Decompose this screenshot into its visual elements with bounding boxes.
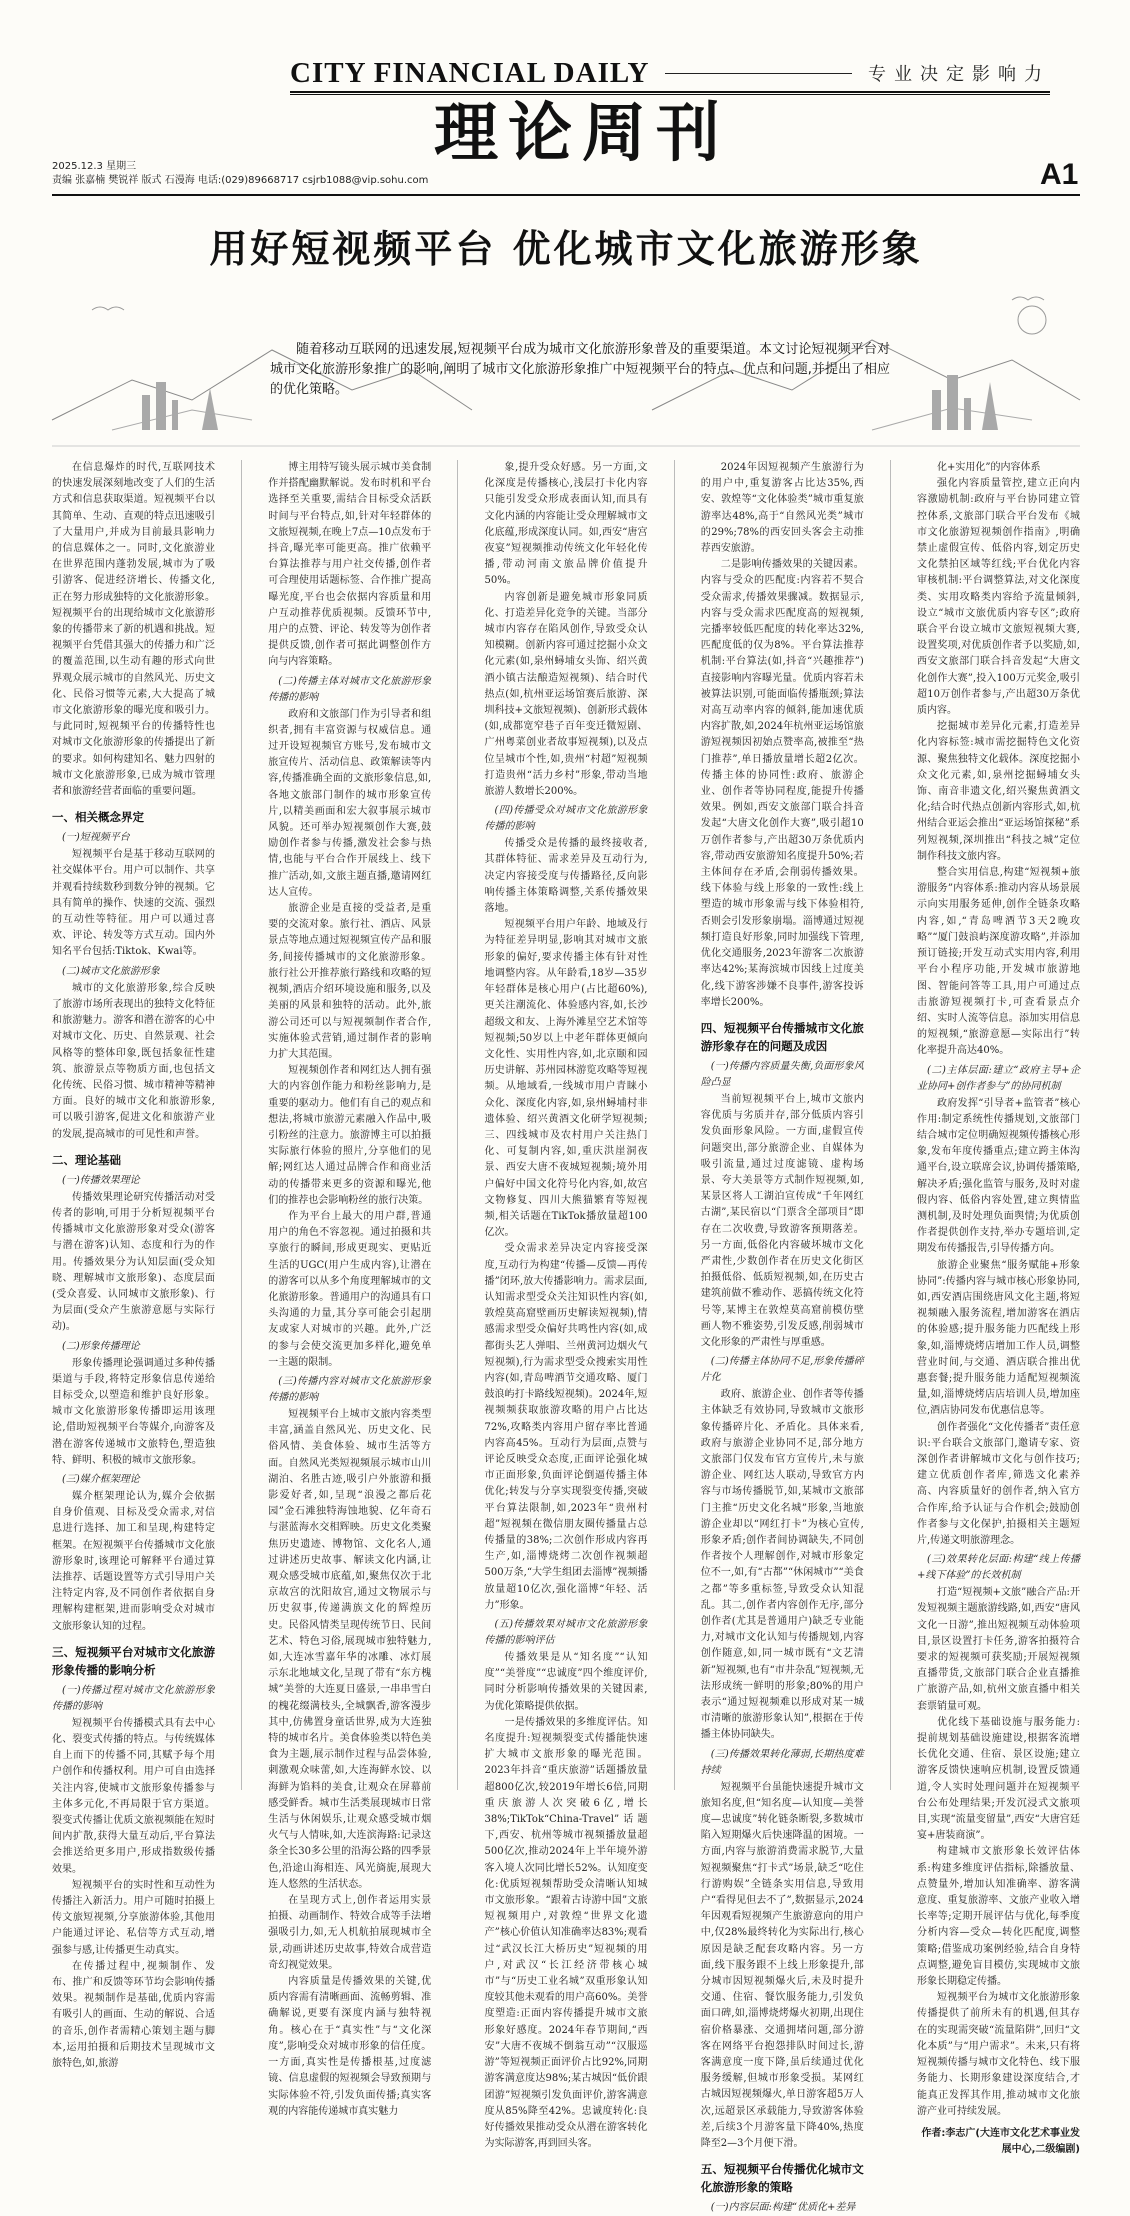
article-paragraph: 传播效果理论研究传播活动对受传者的影响,可用于分析短视频平台传播城市文化旅游形象对受众(游客与潜在游客)认知、态度和行为的作用。传播效果分为认知层面(受众知晓、理解城市文旅形象)、态度层面(受众喜爱、认同城市文旅形象)、行为层面(受众产生旅游意愿与实际行动)。 [52,1191,215,1333]
masthead-bottom-rule [52,194,1080,196]
article-paragraph: 优化线下基础设施与服务能力:提前规划基础设施建设,根据客流增长优化交通、住宿、景区设施;建立游客反馈快速响应机制,设置反馈通道,令人实时处理问题并在短视频平台公布处理结果;开发沉浸式文旅项目,实现“流量变留量”,西安“大唐宫廷宴+唐装商演”。 [917,1716,1080,1842]
article-paragraph: 短视频平台的实时性和互动性为传播注入新活力。用户可随时拍摄上传文旅短视频,分享旅游体验,其他用户能通过评论、私信等方式互动,增强参与感,让传播更生动真实。 [52,1879,215,1956]
section-heading: 一、相关概念界定 [52,810,144,825]
article-abstract: 随着移动互联网的迅速发展,短视频平台成为城市文化旅游形象普及的重要渠道。本文讨论短视频平台对城市文化旅游形象推广的影响,阐明了城市文化旅游形象推广中短视频平台的特点、优点和问题,并提出了相应的优化策略。 [270,342,890,397]
article-paragraph: 媒介框架理论认为,媒介会依据自身价值观、目标及受众需求,对信息进行选择、加工和呈现,构建特定框架。在短视频平台传播城市文化旅游形象时,该理论可解释平台通过算法推荐、话题设置等方式引导用户关注特定内容,及不同创作者依据自身理解构建框架,进而影响受众对城市文旅形象认知的过程。 [52,1490,215,1632]
subsection-heading: (一)传播过程对城市文化旅游形象传播的影响 [52,1684,215,1712]
article-paragraph: 短视频创作者和网红达人拥有强大的内容创作能力和粉丝影响力,是重要的驱动力。他们有自己的观点和想法,将城市旅游元素融入作品中,吸引粉丝的注意力。旅游博主可以拍摄实际旅行体验的照片,分享他们的见解;网红达人通过品牌合作和商业活动的传播带来更多的资源和曝光,他们的推荐也会影响粉丝的旅行决策。 [268,1065,432,1206]
article-paragraph: 打造“短视频+文旅”融合产品:开发短视频主题旅游线路,如,西安“唐风文化一日游”,推出短视频互动体验项目,景区设置打卡任务,游客拍摄符合要求的短视频可获奖励;开展短视频直播带货,文旅部门联合企业直播推广旅游产品,如,杭州文旅直播中相关套票销量可观。 [917,1587,1080,1712]
subsection-heading: (五)传播效果对城市文化旅游形象传播的影响评估 [484,1619,648,1647]
article-paragraph: 当前短视频平台上,城市文旅内容优质与劣质并存,部分低质内容引发负面形象风险。一方面,虚假宣传问题突出,部分旅游企业、自媒体为吸引流量,通过过度滤镜、虚构场景、夸大美景等方式制作短视频,如,某景区将人工湖泊宣传成“千年网红古湖”,某民宿以“门票含全部项目”即存在二次收费,导致游客预期落差。另一方面,低俗化内容破坏城市文化严肃性,少数创作者在历史文化街区拍摄低俗、低质短视频,如,在历史古建筑前做不雅动作、恶搞传统文化符号等,某博主在敦煌莫高窟前模仿壁画人物不雅姿势,引发反感,削弱城市文化形象的严肃性与厚重感。 [700,1093,864,1348]
article-paragraph: 政府发挥“引导者+监管者”核心作用:制定系统性传播规划,文旅部门结合城市定位明确短视频传播核心形象,发布年度传播重点;建立跨主体沟通平台,设立联席会议,协调传播策略,解决矛盾;强化监管与服务,及时对虚假内容、低俗内容处置,建立舆情监测机制,及时处理负面舆情;为优质创作者提供创作支持,举办专题培训,定期发布传播报告,引导传播方向。 [917,1097,1080,1255]
article-paragraph: 短视频平台传播模式具有去中心化、裂变式传播的特点。与传统媒体自上而下的传播不同,其赋予每个用户创作和传播权利。用户可自由选择关注内容,使城市文旅形象传播参与主体多元化,不再局限于官方渠道。裂变式传播让优质文旅视频能在短时间内扩散,获得大量互动后,平台算法会推送给更多用户,形成指数级传播效果。 [52,1717,215,1875]
article-paragraph: 强化内容质量管控,建立正向内容激励机制:政府与平台协同建立管控体系,文旅部门联合平台发布《城市文化旅游短视频创作指南》,明确禁止虚假宣传、低俗内容,划定历史文化禁拍区域等红线;平台优化内容审核机制:平台调整算法,对文化深度类、实用攻略类内容给予流量倾斜,设立“城市文旅优质内容专区”;政府联合平台设立城市文旅短视频大赛,设置奖项,对优质创作者予以奖励,如,西安文旅部门联合抖音发起“大唐文化创作大赛”,投入100万元奖金,吸引超10万创作者参与,产出超30万条优质内容。 [917,478,1080,717]
column-rule [674,460,675,1790]
article-paragraph: 传播受众是传播的最终接收者,其群体特征、需求差异及互动行为,决定内容接受度与传播路径,反向影响传播主体策略调整,关系传播效果落地。 [484,838,648,915]
author-byline: 作者:李志广(大连市文化艺术事业发展中心,二级编剧) [921,2127,1080,2156]
subsection-heading: (三)传播内容对城市文化旅游形象传播的影响 [268,1375,432,1403]
article-paragraph: 城市的文化旅游形象,综合反映了旅游市场所表现出的独特文化特征和旅游魅力。游客和潜在游客的心中对城市文化、历史、自然景观、社会风格等的整体印象,既包括象征性建筑、旅游景点等物质方面,也包括文化传统、民俗习惯、城市精神等精神方面。良好的城市文化和旅游形象,可以吸引游客,促进文化和旅游产业的发展,提高城市的可见性和声誉。 [52,982,215,1140]
subsection-heading: (一)内容层面:构建“优质化+差异 [710,2202,856,2214]
subsection-heading: (二)传播主体协同不足,形象传播碎片化 [700,1356,864,1384]
issue-info [52,160,428,188]
column-rule [890,460,891,1790]
article-paragraph: 象,提升受众好感。另一方面,文化深度是传播核心,浅层打卡化内容只能引发受众形成表面认知,而具有文化内涵的内容能让受众理解城市文化底蕴,形成深度认同。如,西安“唐宫夜宴”短视频推动传统文化年轻化传播,带动河南文旅品牌价值提升50%。 [484,462,648,587]
subsection-heading: (一)短视频平台 [62,832,130,844]
article-paragraph: 整合实用信息,构建“短视频+旅游服务”内容体系:推动内容从场景展示向实用服务延伸,创作全链条攻略内容,如,“青岛啤酒节3天2晚攻略”“厦门鼓浪屿深度游攻略”,并添加预订链接;开发互动式实用内容,利用平台小程序功能,开发城市旅游地图、智能问答等工具,用户可通过点击旅游短视频打卡,可查看景点介绍、实时人流等信息。添加实用信息的短视频,“旅游意愿—实际出行”转化率提升高达40%。 [917,867,1080,1057]
text-column [268,460,432,2117]
page-code: A1 [1040,158,1079,191]
article-paragraph: 博主用特写镜头展示城市美食制作并搭配幽默解说。发布时机和平台选择至关重要,需结合目标受众活跃时间与平台特点,如,针对年轻群体的文旅短视频,在晚上7点—10点发布于抖音,曝光率可能更高。推广依赖平台算法推荐与用户社交传播,创作者可合理使用话题标签、合作推广提高曝光度,平台也会依据内容质量和用户互动推荐优质视频。反馈环节中,用户的点赞、评论、转发等为创作者提供反馈,创作者可据此调整创作方向与内容策略。 [268,462,432,668]
subsection-heading: (二)形象传播理论 [62,1340,140,1352]
subsection-heading: (二)城市文化旅游形象 [62,965,160,977]
article-paragraph: 传播效果是从“知名度”“认知度”“美誉度”“忠诚度”四个维度评价,同时分析影响传播效果的关键因素,为优化策略提供依据。 [484,1652,648,1712]
section-heading: 三、短视频平台对城市文化旅游形象传播的影响分析 [52,1644,215,1677]
text-column [52,460,215,2070]
article-paragraph: 在信息爆炸的时代,互联网技术的快速发展深刻地改变了人们的生活方式和信息获取渠道。短视频平台以其简单、生动、直观的特点迅速吸引了大量用户,并成为目前最具影响力的信息媒体之一。同时,文化旅游业在世界范围内蓬勃发展,城市为了吸引游客、促进经济增长、传播文化,正在努力形成独特的文化旅游形象。短视频平台的出现给城市文化旅游形象的传播带来了新的机遇和挑战。短视频平台凭借其强大的传播力和广泛的覆盖范围,以生动有趣的形式向世界观众展示城市的自然风光、历史文化、民俗习惯等元素,大大提高了城市文化旅游形象的曝光度和吸引力。与此同时,短视频平台的传播特性也对城市文化旅游形象的传播提出了新的要求。如何构建知名、魅力四射的城市文化旅游形象,已成为城市管理者和旅游经营者面临的重要问题。 [52,462,215,798]
article-paragraph: 挖掘城市差异化元素,打造差异化内容标签:城市需挖掘特色文化资源、聚焦独特文化载体。深度挖掘小众文化元素,如,泉州挖掘蟳埔女头饰、南音非遗文化,绍兴聚焦黄酒文化;结合时代热点创新内容形式,如,杭州结合亚运会推出“亚运场馆探秘”系列短视频,深圳推出“科技之城”定位制作科技文旅内容。 [917,721,1080,862]
article-paragraph: 短视频平台用户年龄、地域及行为特征差异明显,影响其对城市文旅形象的偏好,要求传播主体有针对性地调整内容。从年龄看,18岁—35岁年轻群体是核心用户(占比超60%),更关注潮流化、体验感内容,如,长沙超级文和友、上海外滩星空艺术馆等短视频;50岁以上中老年群体更倾向文化性、实用性内容,如,北京颐和园历史讲解、苏州园林游览攻略等短视频。从地域看,一线城市用户青睐小众化、深度化内容,如,泉州蟳埔村非遗体验、绍兴黄酒文化研学短视频;三、四线城市及农村用户关注热门化、可复制内容,如,重庆洪崖洞夜景、西安大唐不夜城短视频;境外用户偏好中国文化符号化内容,如,故宫文物修复、四川大熊猫繁育等短视频,相关话题在TikTok播放量超100亿次。 [484,919,648,1239]
article-paragraph: 创作者强化“文化传播者”责任意识:平台联合文旅部门,邀请专家、资深创作者讲解城市文化与创作技巧;建立优质创作者库,筛选文化素养高、内容质量好的创作者,纳入官方合作库,给予认证与合作机会;鼓励创作者参与文化保护,拍摄相关主题短片,传递文明旅游理念。 [917,1421,1080,1546]
subsection-heading: (一)传播内容质量失衡,负面形象风险凸显 [700,1060,864,1088]
article-paragraph: 在传播过程中,视频制作、发布、推广和反馈等环节均会影响传播效果。视频制作是基础,优质内容需有吸引人的画面、生动的解说、合适的音乐,创作者需精心策划主题与脚本,运用拍摄和后期技术呈现城市文旅特色,如,旅游 [52,1960,215,2070]
article-paragraph: 短视频平台上城市文旅内容类型丰富,涵盖自然风光、历史文化、民俗风情、美食体验、城市生活等方面。自然风光类短视频展示城市山川湖泊、名胜古迹,吸引户外旅游和摄影爱好者,如,呈现“浪漫之都后花园”金石滩独特海蚀地貌、亿年奇石与湛蓝海水交相辉映。历史文化类聚焦历史遗迹、博物馆、文化名人,通过讲述历史故事、解读文化内涵,让观众感受城市底蕴,如,聚焦仅次于北京故宫的沈阳故宫,通过文物展示与历史叙事,传递满族文化的辉煌历史。民俗风情类呈现传统节日、民间艺术、特色习俗,展现城市独特魅力,如,大连冰雪嘉年华的冰雕、冰灯展示东北地域文化,呈现了带有“东方槐城”美誉的大连夏日盛景,一串串雪白的槐花缀满枝头,全城飘香,游客漫步其中,仿佛置身童话世界,成为大连独特的城市名片。美食体验类以特色美食为主题,展示制作过程与品尝体验,刺激观众味蕾,如,大连海鲜水饺、以海鲜为馅料的美食,让观众在屏幕前感受鲜香。城市生活类展现城市日常生活与休闲娱乐,让观众感受城市烟火气与人情味,如,大连滨海路:记录这条全长30多公里的沿海公路的四季景色,沿途山海相连、风光旖旎,展现大连人悠然的生活状态。 [268,1408,432,1890]
article-paragraph: 作为平台上最大的用户群,普通用户的角色不容忽视。通过拍摄和共享旅行的瞬间,形成更现实、更贴近生活的UGC(用户生成内容),让潜在的游客可以从多个角度理解城市的文化旅游形象。普通用户的沟通具有口头沟通的力量,其分享可能会引起朋友或家人对城市的兴趣。此外,广泛的参与会使交流更加多样化,避免单一主题的限制。 [268,1210,432,1368]
subsection-heading: (二)主体层面:建立“政府主导+企业协同+创作者参与”的协同机制 [917,1064,1080,1092]
masthead-top [290,56,1050,90]
article-paragraph: 二是影响传播效果的关键因素。内容与受众的匹配度:内容若不契合受众需求,传播效果骤减。数据显示,内容与受众需求匹配度高的短视频,完播率较低匹配度的转化率达32%,匹配度低的仅为8%。平台算法推荐机制:平台算法(如,抖音“兴趣推荐”)直接影响内容曝光量。优质内容若未被算法识别,可能面临传播瓶颈;算法对高互动率内容的倾斜,能加速优质内容扩散,如,2024年杭州亚运场馆旅游短视频因初始点赞率高,被推至“热门推荐”,单日播放量增长超2亿次。传播主体的协同性:政府、旅游企业、创作者等协同程度,能提升传播效果。例如,西安文旅部门联合抖音发起“大唐文化创作大赛”,吸引超10万创作者参与,产出超30万条优质内容,带动西安旅游知名度提升50%;若主体间存在矛盾,会削弱传播效果。线下体验与线上形象的一致性:线上塑造的城市形象需与线下体验相符,否则会引发形象崩塌。淄博通过短视频打造良好形象,同时加强线下管理,优化交通服务,2023年游客二次旅游率达42%;某海滨城市因线上过度美化,线下游客涉嫌不良事件,游客投诉率增长200%。 [700,559,864,1008]
text-column [700,460,864,2214]
column-rule [457,460,458,1790]
subsection-heading: (三)传播效果转化薄弱,长期热度难持续 [700,1748,864,1776]
subsection-heading: (四)传播受众对城市文化旅游形象传播的影响 [484,805,648,833]
article-headline: 用好短视频平台 优化城市文化旅游形象 [209,227,923,271]
article-body [52,460,1080,2214]
article-paragraph: 内容质量是传播效果的关键,优质内容需有清晰画面、流畅剪辑、准确解说,更要有深度内涵与独特视角。核心在于“真实性”与“文化深度”,影响受众对城市形象的信任度。一方面,真实性是传播根基,过度滤镜、信息虚假的短视频会导致预期与实际体验不符,引发负面传播;真实客观的内容能传递城市真实魅力 [268,1976,432,2117]
article-paragraph: 一是传播效果的多维度评估。知名度提升:短视频裂变式传播能快速扩大城市文旅形象的曝光范围。2023年抖音“重庆旅游”话题播放量超800亿次,较2019年增长6倍,同期重庆旅游人次突破6亿,增长38%;TikTok“China-Travel”话题下,西安、杭州等城市视频播放量超500亿次,推动2024年上半年境外游客入境人次同比增长52%。认知度变化:优质短视频帮助受众清晰认知城市文旅形象。“跟着古诗游中国”文旅短视频用户,对敦煌“世界文化遗产”核心价值认知准确率达83%;观看过“武汉长江大桥历史”短视频的用户,对武汉“长江经济带核心城市”与“历史工业名城”双重形象认知度较其他未观看的用户高60%。美誉度塑造:正面内容传播提升城市文旅形象好感度。2024年春节期间,“西安”大唐不夜城不倒翁互动”“汉服巡游”等短视频正面评价占比92%,同期游客满意度达98%;某古城因“低价跟团游”短视频引发负面评价,游客满意度从85%降至42%。忠诚度转化:良好传播效果推动受众从潜在游客转化为实际游客,再到回头客。 [484,1716,648,2150]
article-paragraph: 政府和文旅部门作为引导者和组织者,拥有丰富资源与权威信息。通过开设短视频官方账号,发布城市文旅宣传片、活动信息、政策解读等内容,传播准确全面的文旅形象信息,如,各地文旅部门制作的城市形象宣传片,以精美画面和宏大叙事展示城市风貌。还可举办短视频创作大赛,鼓励创作者参与传播,激发社会参与热情,也能与平台合作开展线上、线下推广活动,如,文旅主题直播,邀请网红达人宣传。 [268,708,432,898]
newspaper-english-name: CITY FINANCIAL DAILY [290,56,650,89]
article-paragraph: 受众需求差异决定内容接受深度,互动行为构建“传播—反馈—再传播”闭环,放大传播影响力。需求层面,认知需求型受众关注知识性内容(如,敦煌莫高窟壁画历史解读短视频),情感需求型受众偏好共鸣性内容(如,成都街头艺人弹唱、兰州黄河边烟火气短视频),行为需求型受众搜索实用性内容(如,青岛啤酒节交通攻略、厦门鼓浪屿打卡路线短视频)。2024年,短视频频获取旅游攻略的用户占比达72%,攻略类内容用户留存率比普通内容高45%。互动行为层面,点赞与评论反映受众态度,正面评论强化城市正面形象,负面评论倒逼传播主体优化;转发与分享实现裂变传播,突破平台算法限制,如,2023年“贵州村超”短视频在微信朋友圈传播量占总传播量的38%;二次创作形成内容再生产,如,淄博烧烤二次创作视频超500万条,“大学生组团去淄博”视频播放量超10亿次,强化淄博“年轻、活力”形象。 [484,1243,648,1611]
article-paragraph: 政府、旅游企业、创作者等传播主体缺乏有效协同,导致城市文旅形象传播碎片化、矛盾化。具体来看,政府与旅游企业协同不足,部分地方文旅部门仅发布官方宣传片,未与旅游企业、网红达人联动,导致官方内容与市场传播脱节,如,某城市文旅部门主推“历史文化名城”形象,当地旅游企业却以“网红打卡”为核心宣传,形象矛盾;创作者间协调缺失,不同创作者按个人理解创作,对城市形象定位不一,如,有“古都”“休闲城市”“美食之都”等多重标签,导致受众认知混乱。其二,创作者内容创作无序,部分创作者(尤其是普通用户)缺乏专业能力,对城市文化认知与传播规划,内容创作随意,如,同一城市既有“文艺清新”短视频,也有“市井杂乱”短视频,无法形成统一鲜明的形象;80%的用户表示“通过短视频难以形成对某一城市清晰的旅游形象认知”,根据在于传播主体协同缺失。 [700,1389,864,1741]
article-paragraph: 形象传播理论强调通过多种传播渠道与手段,将特定形象信息传递给目标受众,以塑造和维护良好形象。城市文化旅游形象传播即运用该理论,借助短视频平台等媒介,向游客及潜在游客传递城市文旅特色,塑造独特、鲜明、积极的城市文旅形象。 [52,1357,215,1466]
masthead-rule [665,73,852,74]
masthead [0,0,1130,196]
article-paragraph: 2024年因短视频产生旅游行为的用户中,重复游客占比达35%,西安、敦煌等“文化体验类”城市重复旅游率达48%,高于“自然风光类”城市的29%;78%的西安回头客会主动推荐西安旅游。 [700,462,864,555]
masthead-double-rule [290,91,1050,95]
section-heading: 二、理论基础 [52,1152,121,1167]
article-paragraph: 内容创新是避免城市形象同质化、打造差异化竞争的关键。当部分城市内容存在陷风创作,导致受众认知模糊。创新内容可通过挖掘小众文化元素(如,泉州蟳埔女头饰、绍兴黄酒小镇古法酿造短视频)、结合时代热点(如,杭州亚运场馆赛后旅游、深圳科技+文旅短视频)、创新形式载体(如,成都宽窄巷子百年变迁微短剧、广州粤菜创业者故事短视频),以及点位呈城市个性,如,贵州“村超”短视频打造贵州“活力乡村”形象,带动当地旅游人数增长200%。 [484,591,648,798]
section-heading: 四、短视频平台传播城市文化旅游形象存在的问题及成因 [700,1020,864,1053]
article-paragraph: 短视频平台是基于移动互联网的社交媒体平台。用户可以制作、共享并观看持续数秒到数分钟的视频。它具有简单的操作、快速的交流、强烈的互动性等特征。用户可以通过喜欢、评论、转发等方式互动。国内外知名平台包括:Tiktok、Kwai等。 [52,849,215,958]
column-rule [241,460,242,1790]
article-paragraph: 化+实用化”的内容体系 [937,462,1041,473]
section-title: 理论周刊 [434,96,730,171]
section-heading: 五、短视频平台传播优化城市文化旅游形象的策略 [700,2162,864,2195]
article-paragraph: 短视频平台虽能快速提升城市文旅知名度,但“知名度—认知度—美誉度—忠诚度”转化链条断裂,多数城市陷入短期爆火后快速降温的困境。一方面,内容与旅游消费需求脱节,大量短视频聚焦“打卡式”场景,缺乏“吃住行游购娱”全链条实用信息,导致用户“看得见但去不了”,数据显示,2024年因观看短视频产生旅游意向的用户中,仅28%最终转化为实际出行,核心原因是缺乏配套攻略内容。另一方面,线下服务跟不上线上形象提升,部分城市因短视频爆火后,未及时提升交通、住宿、餐饮服务能力,引发负面口碑,如,淄博烧烤爆火初期,出现住宿价格暴涨、交通拥堵问题,部分游客在网络平台抱怨排队时间过长,游客满意度一度下降,虽后续通过优化服务缓解,但城市形象受损。某网红古城因短视频爆火,单日游客超5万人次,远超景区承载能力,导致游客体验差,后续3个月游客量下降40%,热度降至2—3个月便下滑。 [700,1781,864,2150]
subsection-heading: (一)传播效果理论 [62,1174,140,1186]
subsection-heading: (三)效果转化层面:构建“线上传播+线下体验”的长效机制 [917,1554,1080,1582]
article-paragraph: 旅游企业是直接的受益者,是重要的交流对象。旅行社、酒店、风景景点等地点通过短视频宣传产品和服务,间接传播城市的文化旅游形象。旅行社公开推荐旅行路线和攻略的短视频,酒店介绍环境设施和服务,以及美丽的风景和独特的活动。此外,旅游公司还可以与短视频制作者合作,实施体验式营销,通过制作者的影响力扩大其范围。 [268,903,432,1060]
text-column [917,460,1080,2156]
article-paragraph: 短视频平台为城市文化旅游形象传播提供了前所未有的机遇,但其存在的实现需突破“流量陷阱”,回归“文化本质”与“用户需求”。未来,只有将短视频传播与城市文化特色、线下服务能力、长期形象建设深度结合,才能真正发挥其作用,推动城市文化旅游产业可持续发展。 [917,1992,1080,2117]
article-paragraph: 旅游企业聚焦“服务赋能+形象协同”:传播内容与城市核心形象协同,如,西安酒店围绕唐风文化主题,将短视频融入服务流程,增加游客在酒店的体验感;提升服务能力匹配线上形象,如,淄博烧烤店增加工作人员,调整营业时间,与交通、酒店联合推出优惠套餐;提升服务能力适配短视频流量,如,淄博烧烤店店培训人员,增加座位,酒店协同发布优惠信息等。 [917,1259,1080,1417]
staff-line: 责编 张嘉楠 樊锐祥 版式 石漫海 电话:(029)89668717 csjrb1088@vip.sohu.com [52,175,429,186]
article-paragraph: 构建城市文旅形象长效评估体系:构建多维度评估指标,除播放量、点赞量外,增加认知准确率、游客满意度、重复旅游率、文旅产业收入增长率等;定期开展评估与优化,每季度分析内容—受众—转化匹配度,调整策略;借鉴成功案例经验,结合自身特点调整,避免盲目模仿,实现城市文旅形象长期稳定传播。 [917,1846,1080,1988]
subsection-heading: (二)传播主体对城市文化旅游形象传播的影响 [268,675,432,703]
subsection-heading: (三)媒介框架理论 [62,1473,140,1485]
newspaper-slogan: 专业决定影响力 [868,64,1050,85]
article-paragraph: 在呈现方式上,创作者运用实景拍摄、动画制作、特效合成等手法增强吸引力,如,无人机航拍展现城市全景,动画讲述历史故事,特效合成营造奇幻视觉效果。 [268,1895,432,1971]
text-column [484,460,648,2150]
issue-date: 2025.12.3 星期三 [52,161,137,172]
